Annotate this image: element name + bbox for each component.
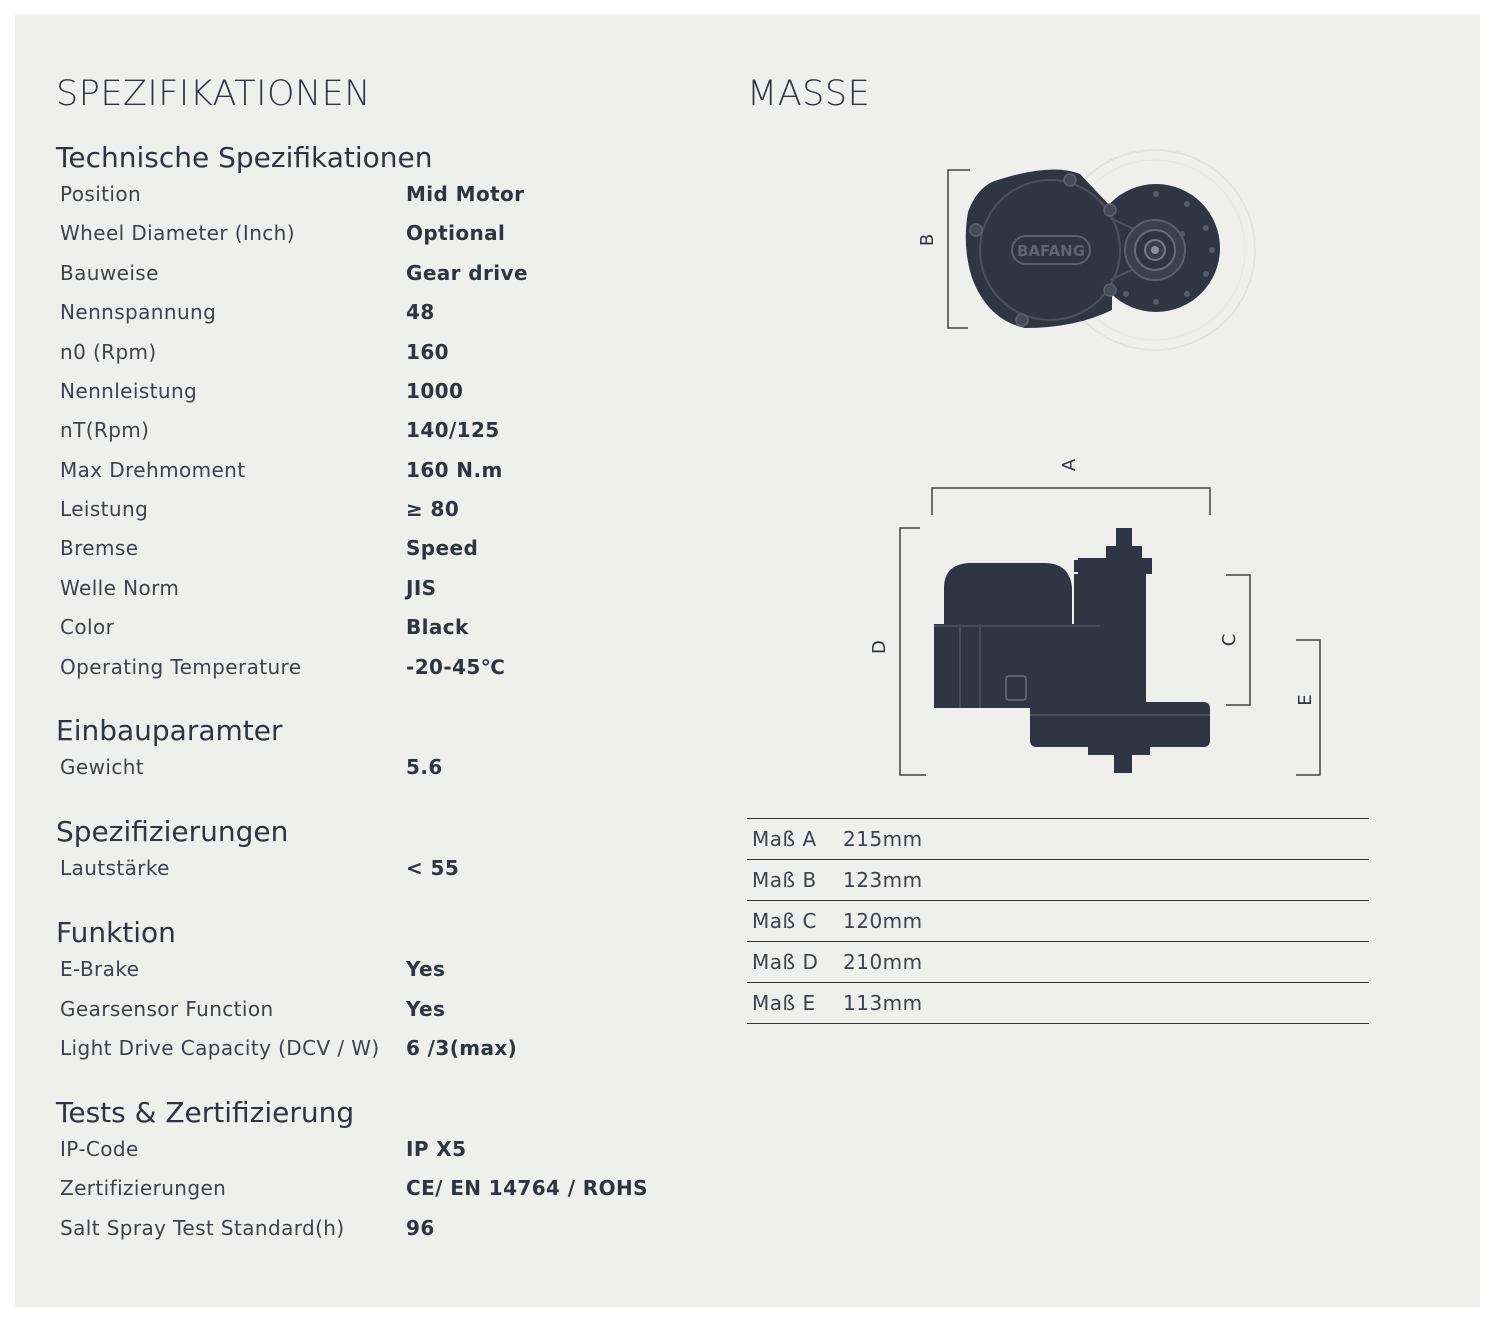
dimension-row — [747, 860, 1369, 901]
dimension-value: 215mm — [843, 827, 923, 851]
spec-key: Light Drive Capacity (DCV / W) — [60, 1036, 380, 1060]
spec-value: -20-45℃ — [406, 655, 506, 679]
motor-side-view-diagram — [900, 150, 1260, 350]
spec-value: 6 /3(max) — [406, 1036, 518, 1060]
dimension-label-e: E — [1295, 694, 1316, 706]
spec-value: CE/ EN 14764 / ROHS — [406, 1176, 648, 1200]
specifications-title: SPEZIFIKATIONEN — [56, 74, 371, 114]
dimension-label-d: D — [869, 640, 890, 654]
spec-value: IP X5 — [406, 1137, 467, 1161]
dimensions-table — [747, 818, 1369, 1024]
spec-value: 48 — [406, 300, 435, 324]
spec-key: Gewicht — [60, 755, 145, 779]
spec-value: 160 — [406, 340, 449, 364]
spec-value: 1000 — [406, 379, 464, 403]
dimension-label-a: A — [1059, 458, 1080, 472]
dimension-value: 113mm — [843, 991, 923, 1015]
dimension-value: 210mm — [843, 950, 923, 974]
dimension-row — [747, 901, 1369, 942]
section-title-installation: Einbauparamter — [56, 714, 283, 747]
spec-value: Optional — [406, 221, 506, 245]
section-title-tests: Tests & Zertifizierung — [56, 1096, 355, 1129]
dimension-key: Maß B — [752, 868, 817, 892]
spec-key: Bauweise — [60, 261, 159, 285]
dimension-key: Maß D — [752, 950, 819, 974]
spec-key: Nennspannung — [60, 300, 217, 324]
spec-key: n0 (Rpm) — [60, 340, 157, 364]
dimension-label-c: C — [1219, 633, 1240, 647]
dimension-row — [747, 819, 1369, 860]
spec-key: Wheel Diameter (Inch) — [60, 221, 295, 245]
spec-value: < 55 — [406, 856, 460, 880]
section-title-technical: Technische Spezifikationen — [56, 141, 433, 174]
spec-value: 5.6 — [406, 755, 443, 779]
spec-key: Nennleistung — [60, 379, 198, 403]
section-title-specifications: Spezifizierungen — [56, 815, 289, 848]
brand-logo-text: BAFANG — [1016, 242, 1086, 260]
spec-key: Gearsensor Function — [60, 997, 274, 1021]
spec-key: Salt Spray Test Standard(h) — [60, 1216, 345, 1240]
motor-front-view-diagram — [860, 450, 1340, 790]
dimension-row — [747, 942, 1369, 983]
spec-value: ≥ 80 — [406, 497, 460, 521]
spec-value: Gear drive — [406, 261, 528, 285]
spec-key: E-Brake — [60, 957, 140, 981]
spec-key: IP-Code — [60, 1137, 139, 1161]
spec-key: Welle Norm — [60, 576, 180, 600]
spec-key: Zertifizierungen — [60, 1176, 227, 1200]
dimension-label-b: B — [917, 233, 938, 247]
dimension-value: 120mm — [843, 909, 923, 933]
spec-key: Position — [60, 182, 142, 206]
section-title-function: Funktion — [56, 916, 176, 949]
spec-value: 160 N.m — [406, 458, 503, 482]
spec-value: 140/125 — [406, 418, 500, 442]
spec-value: Yes — [406, 997, 446, 1021]
dimensions-title: MASSE — [747, 74, 871, 114]
spec-value: Black — [406, 615, 469, 639]
spec-value: Yes — [406, 957, 446, 981]
spec-key: Lautstärke — [60, 856, 170, 880]
spec-key: Leistung — [60, 497, 149, 521]
dimension-key: Maß A — [752, 827, 817, 851]
dimension-value: 123mm — [843, 868, 923, 892]
spec-value: 96 — [406, 1216, 435, 1240]
spec-key: Max Drehmoment — [60, 458, 246, 482]
spec-key: nT(Rpm) — [60, 418, 150, 442]
spec-value: Speed — [406, 536, 479, 560]
spec-value: Mid Motor — [406, 182, 525, 206]
dimension-key: Maß E — [752, 991, 816, 1015]
spec-key: Operating Temperature — [60, 655, 302, 679]
spec-key: Color — [60, 615, 115, 639]
dimension-key: Maß C — [752, 909, 817, 933]
spec-value: JIS — [406, 576, 437, 600]
spec-key: Bremse — [60, 536, 139, 560]
dimension-row — [747, 983, 1369, 1024]
